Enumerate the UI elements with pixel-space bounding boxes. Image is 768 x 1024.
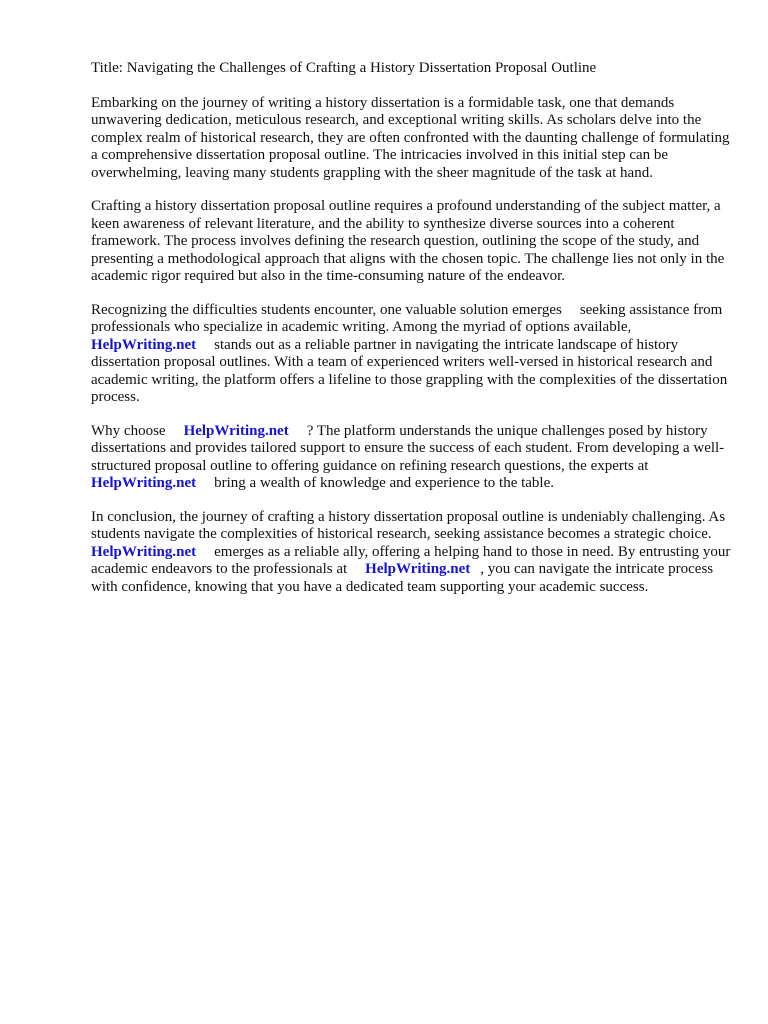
paragraph-text: Recognizing the difficulties students encounter, one valuable solution emerges: [91, 301, 562, 318]
paragraph-text: emerges as a reliable ally, offering a helping hand to those in need. By entrusting your academic endeavors to the professionals at: [91, 543, 731, 577]
paragraph-recognizing: [91, 302, 731, 407]
paragraph-why-choose: [91, 423, 731, 493]
helpwriting-link[interactable]: HelpWriting.net: [91, 543, 197, 560]
document-title: Title: Navigating the Challenges of Crafting a History Dissertation Proposal Outline: [91, 60, 597, 76]
paragraph-conclusion: [91, 509, 731, 597]
helpwriting-link[interactable]: HelpWriting.net: [91, 475, 197, 491]
paragraph-text: , you can navigate the intricate process with confidence, knowing that you have a dedicated team supporting your academic success.: [91, 561, 714, 595]
helpwriting-link[interactable]: HelpWriting.net: [91, 336, 197, 353]
paragraph-text: Why choose: [91, 422, 166, 439]
paragraph-text: ? The platform understands the unique challenges posed by history dissertations and provides tailored support to ensure the success of each student. From developing a well-structured proposal outline to offering guidance on refining research questions, the experts at: [91, 422, 725, 474]
paragraph-intro: Embarking on the journey of writing a history dissertation is a formidable task, one that demands unwavering dedication, meticulous research, and exceptional writing skills. As scholars delve into the complex realm of historical research, they are often confronted with the daunting challenge of formulating a comprehensive dissertation proposal outline. The intricacies involved in this initial step can be overwhelming, leaving many students grappling with the sheer magnitude of the task at hand.: [91, 94, 730, 181]
helpwriting-link[interactable]: HelpWriting.net: [365, 561, 471, 577]
paragraph-text: bring a wealth of knowledge and experience to the table.: [214, 475, 555, 491]
paragraph-text: In conclusion, the journey of crafting a history dissertation proposal outline is undeniably challenging. As students navigate the complexities of historical research, seeking assistance becomes a strategic choice.: [91, 508, 726, 542]
document-page: [91, 60, 731, 612]
paragraph-crafting: Crafting a history dissertation proposal outline requires a profound understanding of the subject matter, a keen awareness of relevant literature, and the ability to synthesize diverse sources into a coherent framework. The process involves defining the research question, outlining the scope of the study, and presenting a methodological approach that aligns with the chosen topic. The challenge lies not only in the academic rigor required but also in the time-consuming nature of the endeavor.: [91, 198, 725, 284]
paragraph-text: seeking assistance from professionals who specialize in academic writing. Among the myriad of options available,: [91, 301, 723, 335]
helpwriting-link[interactable]: HelpWriting.net: [183, 422, 289, 439]
paragraph-text: stands out as a reliable partner in navigating the intricate landscape of history dissertation proposal outlines. With a team of experienced writers well-versed in historical research and academic writing, the platform offers a lifeline to those grappling with the complexities of the dissertation process.: [91, 336, 728, 405]
